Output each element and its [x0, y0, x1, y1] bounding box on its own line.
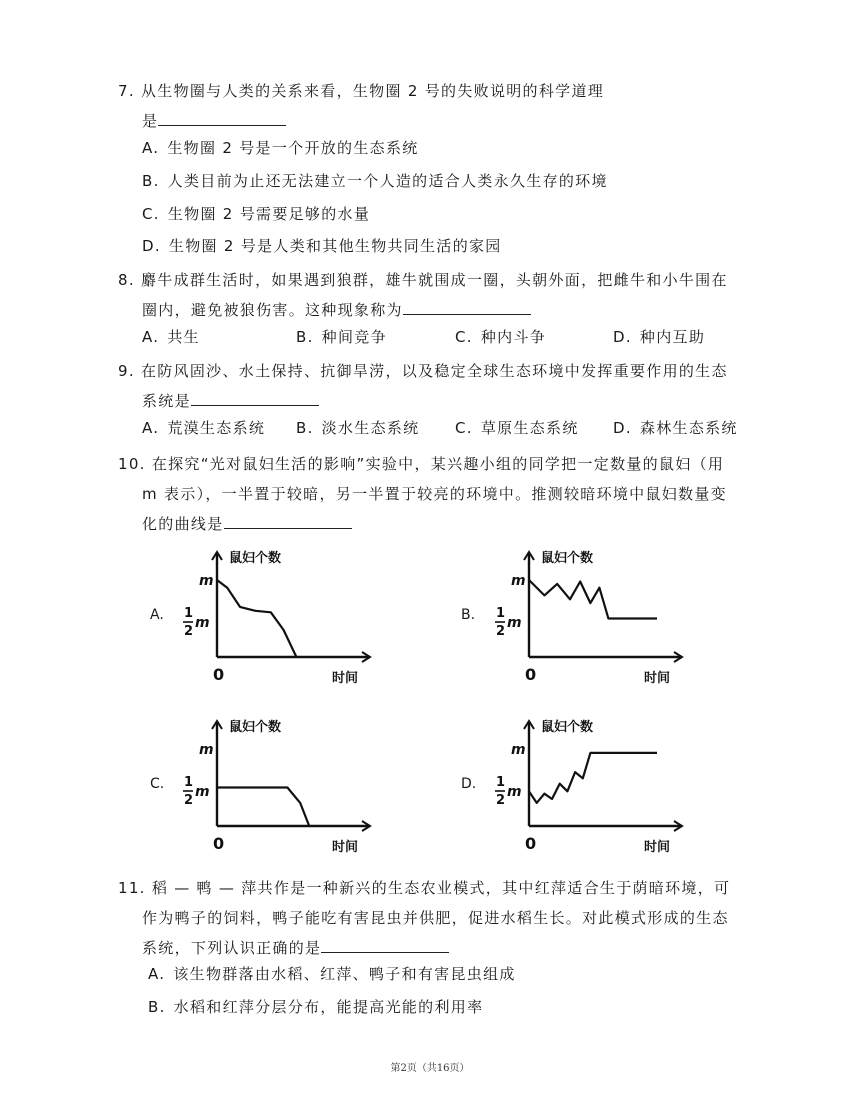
question-10-stem-line-3	[118, 509, 768, 539]
chart-b	[492, 540, 702, 685]
option-letter: C.	[455, 328, 473, 346]
series-line	[217, 580, 296, 657]
question-11-option-b	[148, 992, 483, 1022]
question-10-stem-line-1: 10. 在探究“光对鼠妇生活的影响”实验中，某兴趣小组的同学把一定数量的鼠妇（用	[118, 455, 725, 473]
question-7	[118, 76, 768, 136]
y-axis-label: 鼠妇个数	[229, 720, 282, 735]
tick-label-m: m	[511, 573, 526, 589]
question-8-stem-line-1: 8. 麝牛成群生活时，如果遇到狼群，雄牛就围成一圈，头朝外面，把雌牛和小牛围在	[118, 271, 728, 289]
question-9-option-b	[296, 413, 419, 443]
question-8-stem-line-2	[118, 295, 768, 325]
chart-c-letter: C.	[150, 776, 165, 792]
y-axis-label: 鼠妇个数	[541, 720, 594, 735]
question-9-stem-text: 系统是	[142, 392, 191, 410]
answer-blank	[191, 387, 319, 406]
option-letter: D.	[142, 237, 161, 255]
option-letter: B.	[296, 419, 314, 437]
question-7-option-c	[142, 199, 370, 229]
tick-label-m: m	[199, 742, 214, 758]
option-text: 淡水生态系统	[321, 419, 420, 437]
question-7-stem-text: 是	[142, 112, 159, 130]
tick-label-half-denominator: 2	[184, 624, 194, 639]
tick-label-half-m: m	[507, 784, 522, 800]
series-line	[529, 580, 657, 619]
origin-label: 0	[525, 665, 537, 684]
question-7-option-b	[142, 166, 608, 196]
option-text: 生物圈 2 号是人类和其他生物共同生活的家园	[168, 237, 502, 255]
question-9-option-d	[613, 413, 738, 443]
chart-c	[180, 709, 390, 854]
series-line	[529, 753, 657, 803]
option-letter: A.	[142, 139, 160, 157]
option-letter: C.	[455, 419, 473, 437]
option-letter: D.	[613, 419, 632, 437]
chart-d-letter: D.	[461, 776, 477, 792]
question-7-option-a	[142, 133, 419, 163]
origin-label: 0	[525, 834, 537, 853]
option-letter: A.	[142, 328, 160, 346]
option-text: 草原生态系统	[480, 419, 579, 437]
question-11	[118, 873, 768, 963]
question-11-stem-line-2: 作为鸭子的饲料，鸭子能吃有害昆虫并供肥，促进水稻生长。对此模式形成的生态	[142, 909, 729, 927]
y-axis-label: 鼠妇个数	[541, 551, 594, 566]
x-axis-label: 时间	[644, 840, 671, 855]
origin-label: 0	[213, 665, 225, 684]
question-9	[118, 356, 768, 416]
tick-label-half-numerator: 1	[496, 606, 506, 621]
tick-label-half-m: m	[507, 615, 522, 631]
question-9-option-a	[142, 413, 265, 443]
option-letter: A.	[148, 965, 166, 983]
option-letter: C.	[142, 205, 160, 223]
origin-label: 0	[213, 834, 225, 853]
chart-b-letter: B.	[461, 607, 476, 623]
question-9-option-c	[455, 413, 579, 443]
option-text: 生物圈 2 号是一个开放的生态系统	[167, 139, 419, 157]
question-8-option-d	[613, 322, 705, 352]
question-8-option-a	[142, 322, 200, 352]
option-text: 人类目前为止还无法建立一个人造的适合人类永久生存的环境	[167, 172, 608, 190]
question-8-option-b	[296, 322, 387, 352]
chart-a-letter: A.	[150, 607, 164, 623]
tick-label-m: m	[511, 742, 526, 758]
option-letter: B.	[148, 998, 166, 1016]
option-letter: B.	[296, 328, 314, 346]
answer-blank	[321, 934, 449, 953]
option-text: 共生	[167, 328, 200, 346]
question-11-option-a	[148, 959, 516, 989]
tick-label-half-denominator: 2	[184, 793, 194, 808]
question-10-stem-line-2: m 表示），一半置于较暗，另一半置于较亮的环境中。推测较暗环境中鼠妇数量变	[142, 485, 727, 503]
option-text: 种内斗争	[480, 328, 547, 346]
tick-label-half-m: m	[195, 615, 210, 631]
page-footer: 第2页（共16页）	[390, 1063, 470, 1074]
question-11-stem-line-1: 11. 稻 — 鸭 — 萍共作是一种新兴的生态农业模式，其中红萍适合生于荫暗环境，可	[118, 879, 731, 897]
question-7-stem-line-1: 7. 从生物圈与人类的关系来看，生物圈 2 号的失败说明的科学道理	[118, 82, 605, 100]
tick-label-half-numerator: 1	[184, 606, 194, 621]
tick-label-half-numerator: 1	[184, 775, 194, 790]
option-text: 水稻和红萍分层分布，能提高光能的利用率	[173, 998, 484, 1016]
series-line	[217, 788, 309, 827]
question-8-stem-text: 圈内，避免被狼伤害。这种现象称为	[142, 301, 403, 319]
chart-d	[492, 709, 702, 869]
option-letter: D.	[613, 328, 632, 346]
option-text: 种内互助	[639, 328, 706, 346]
question-7-option-d	[142, 231, 502, 261]
x-axis-label: 时间	[332, 840, 359, 854]
question-10-stem-text: 化的曲线是	[142, 515, 224, 533]
tick-label-half-denominator: 2	[496, 793, 506, 808]
question-9-stem-line-1: 9. 在防风固沙、水土保持、抗御旱涝，以及稳定全球生态环境中发挥重要作用的生态	[118, 362, 728, 380]
question-9-stem-line-2	[118, 386, 768, 416]
option-text: 荒漠生态系统	[167, 419, 266, 437]
option-letter: B.	[142, 172, 160, 190]
option-text: 种间竞争	[321, 328, 387, 346]
y-axis-label: 鼠妇个数	[229, 551, 282, 566]
option-text: 该生物群落由水稻、红萍、鸭子和有害昆虫组成	[173, 965, 516, 983]
option-text: 森林生态系统	[639, 419, 738, 437]
question-8-option-c	[455, 322, 546, 352]
x-axis-label: 时间	[332, 671, 359, 685]
tick-label-m: m	[199, 573, 214, 589]
tick-label-half-denominator: 2	[496, 624, 506, 639]
answer-blank	[158, 107, 286, 126]
answer-blank	[224, 510, 352, 529]
tick-label-half-numerator: 1	[496, 775, 506, 790]
x-axis-label: 时间	[644, 671, 671, 685]
option-letter: A.	[142, 419, 160, 437]
option-text: 生物圈 2 号需要足够的水量	[167, 205, 371, 223]
answer-blank	[403, 296, 531, 315]
chart-a	[180, 540, 390, 685]
question-7-stem-line-2	[118, 106, 768, 136]
tick-label-half-m: m	[195, 784, 210, 800]
question-8	[118, 265, 768, 325]
question-10	[118, 449, 768, 539]
question-11-stem-text: 系统，下列认识正确的是	[142, 939, 322, 957]
